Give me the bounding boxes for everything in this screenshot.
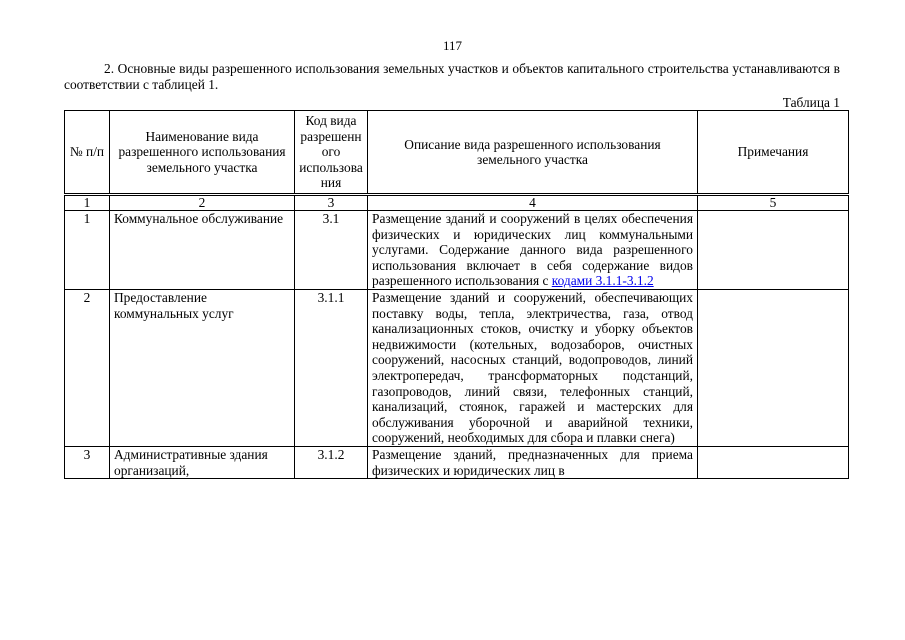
table-row: [65, 211, 849, 290]
row-description: Размещение зданий, предназначенных для приема физических и юридических лиц в: [368, 446, 698, 478]
row-number: 3: [65, 446, 110, 478]
column-number-row: [65, 195, 849, 211]
header-notes: Примечания: [698, 111, 849, 195]
column-number: 2: [110, 195, 295, 211]
header-description: Описание вида разрешенного использования земельного участка: [368, 111, 698, 195]
row-description-text: Размещение зданий и сооружений в целях обеспечения физических и юридических лиц коммунальными услугами. Содержание данного вида разрешенного использования включает в себя содержание видов разрешенного использования с: [372, 211, 693, 289]
column-number: 5: [698, 195, 849, 211]
page-number: 117: [442, 38, 463, 53]
table-caption: Таблица 1: [782, 95, 840, 110]
row-name: Административные здания организаций,: [110, 446, 295, 478]
row-name: Коммунальное обслуживание: [110, 211, 295, 290]
land-use-table: [64, 110, 849, 479]
table-row: [65, 446, 849, 478]
row-number: 1: [65, 211, 110, 290]
column-number: 3: [295, 195, 368, 211]
column-number: 1: [65, 195, 110, 211]
row-name: Предоставление коммунальных услуг: [110, 289, 295, 446]
codes-link[interactable]: кодами 3.1.1-3.1.2: [551, 273, 654, 289]
row-note: [698, 446, 849, 478]
row-code: 3.1: [295, 211, 368, 290]
row-note: [698, 211, 849, 290]
header-number: № п/п: [65, 111, 110, 195]
row-description: [368, 211, 698, 290]
row-note: [698, 289, 849, 446]
header-code: Код вида разрешенн ого использова ния: [295, 111, 368, 195]
row-description: Размещение зданий и сооружений, обеспечивающих поставку воды, тепла, электричества, газа, отвод канализационных стоков, очистку и уборку объектов недвижимости (котельных, водозаборов, очистных сооружений, насосных станций, водопроводов, линий электропередач, трансформаторных подстанций, газопроводов, линий связи, телефонных станций, канализаций, стоянок, гаражей и мастерских для обслуживания уборочной и аварийной техники, сооружений, необходимых для сбора и плавки снега): [368, 289, 698, 446]
row-number: 2: [65, 289, 110, 446]
table-header-row: [65, 111, 849, 195]
table-row: [65, 289, 849, 446]
column-number: 4: [368, 195, 698, 211]
row-code: 3.1.1: [295, 289, 368, 446]
intro-paragraph: 2. Основные виды разрешенного использования земельных участков и объектов капитального строительства устанавливаются в соответствии с таблицей 1.: [64, 61, 840, 92]
row-code: 3.1.2: [295, 446, 368, 478]
header-name: Наименование вида разрешенного использования земельного участка: [110, 111, 295, 195]
